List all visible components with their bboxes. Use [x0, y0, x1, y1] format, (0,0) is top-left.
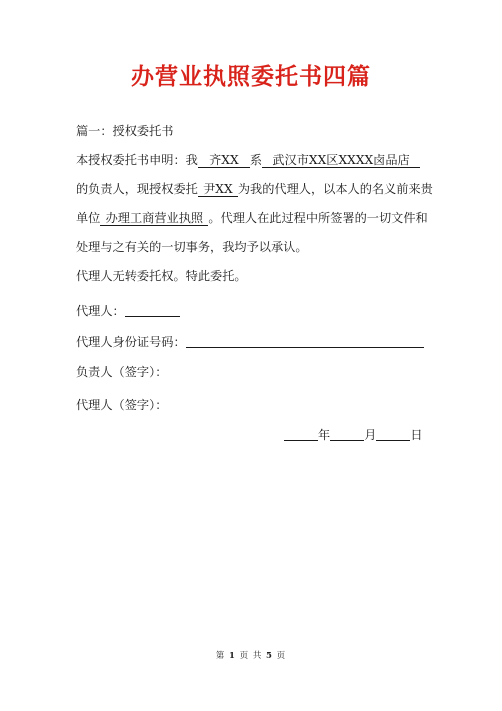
para3-suffix: 。代理人在此过程中所签署的一切文件和 — [208, 211, 428, 225]
paragraph-line-3 — [76, 210, 428, 226]
matter-field: 办理工商营业执照 — [100, 211, 208, 226]
paragraph-line-5: 代理人无转委托权。特此委托。 — [76, 269, 247, 283]
para3-prefix: 单位 — [76, 211, 101, 225]
page-footer — [0, 649, 502, 661]
agent-line — [76, 303, 180, 319]
principal-sign-label: 负责人（签字）： — [76, 365, 168, 379]
paragraph-line-2 — [76, 181, 433, 197]
agent-id-blank — [186, 334, 424, 348]
total-pages-number: 5 — [266, 651, 273, 661]
para1-prefix: 本授权委托书申明：我 — [76, 153, 198, 167]
agent-label: 代理人： — [76, 304, 125, 318]
year-label: 年 — [318, 428, 331, 442]
year-blank — [284, 427, 318, 441]
day-label: 日 — [410, 428, 423, 442]
section-heading: 篇一：授权委托书 — [76, 124, 174, 138]
company-name-field: 武汉市XX区XXXX卤品店 — [262, 153, 420, 168]
para2-suffix: 为我的代理人，以本人的名义前来贵 — [237, 182, 433, 196]
para2-prefix: 的负责人，现授权委托 — [76, 182, 198, 196]
document-title: 办营业执照委托书四篇 — [131, 64, 371, 90]
agent-id-line — [76, 334, 424, 350]
current-page-number: 1 — [229, 651, 236, 661]
agent-sign-label: 代理人（签字）： — [76, 398, 168, 412]
footer-mid: 页 共 — [239, 651, 263, 661]
paragraph-line-1 — [76, 152, 420, 168]
agent-name-field: 尹XX — [198, 182, 238, 197]
agent-id-label: 代理人身份证号码： — [76, 335, 186, 349]
para1-mid: 系 — [249, 153, 263, 167]
day-blank — [376, 427, 410, 441]
footer-prefix: 第 — [215, 651, 226, 661]
footer-suffix: 页 — [276, 651, 287, 661]
paragraph-line-4: 处理与之有关的一切事务，我均予以承认。 — [76, 240, 308, 254]
agent-blank — [125, 303, 180, 317]
grantor-name-field: 齐XX — [198, 153, 250, 168]
month-blank — [330, 427, 364, 441]
month-label: 月 — [364, 428, 377, 442]
date-line — [284, 427, 423, 443]
